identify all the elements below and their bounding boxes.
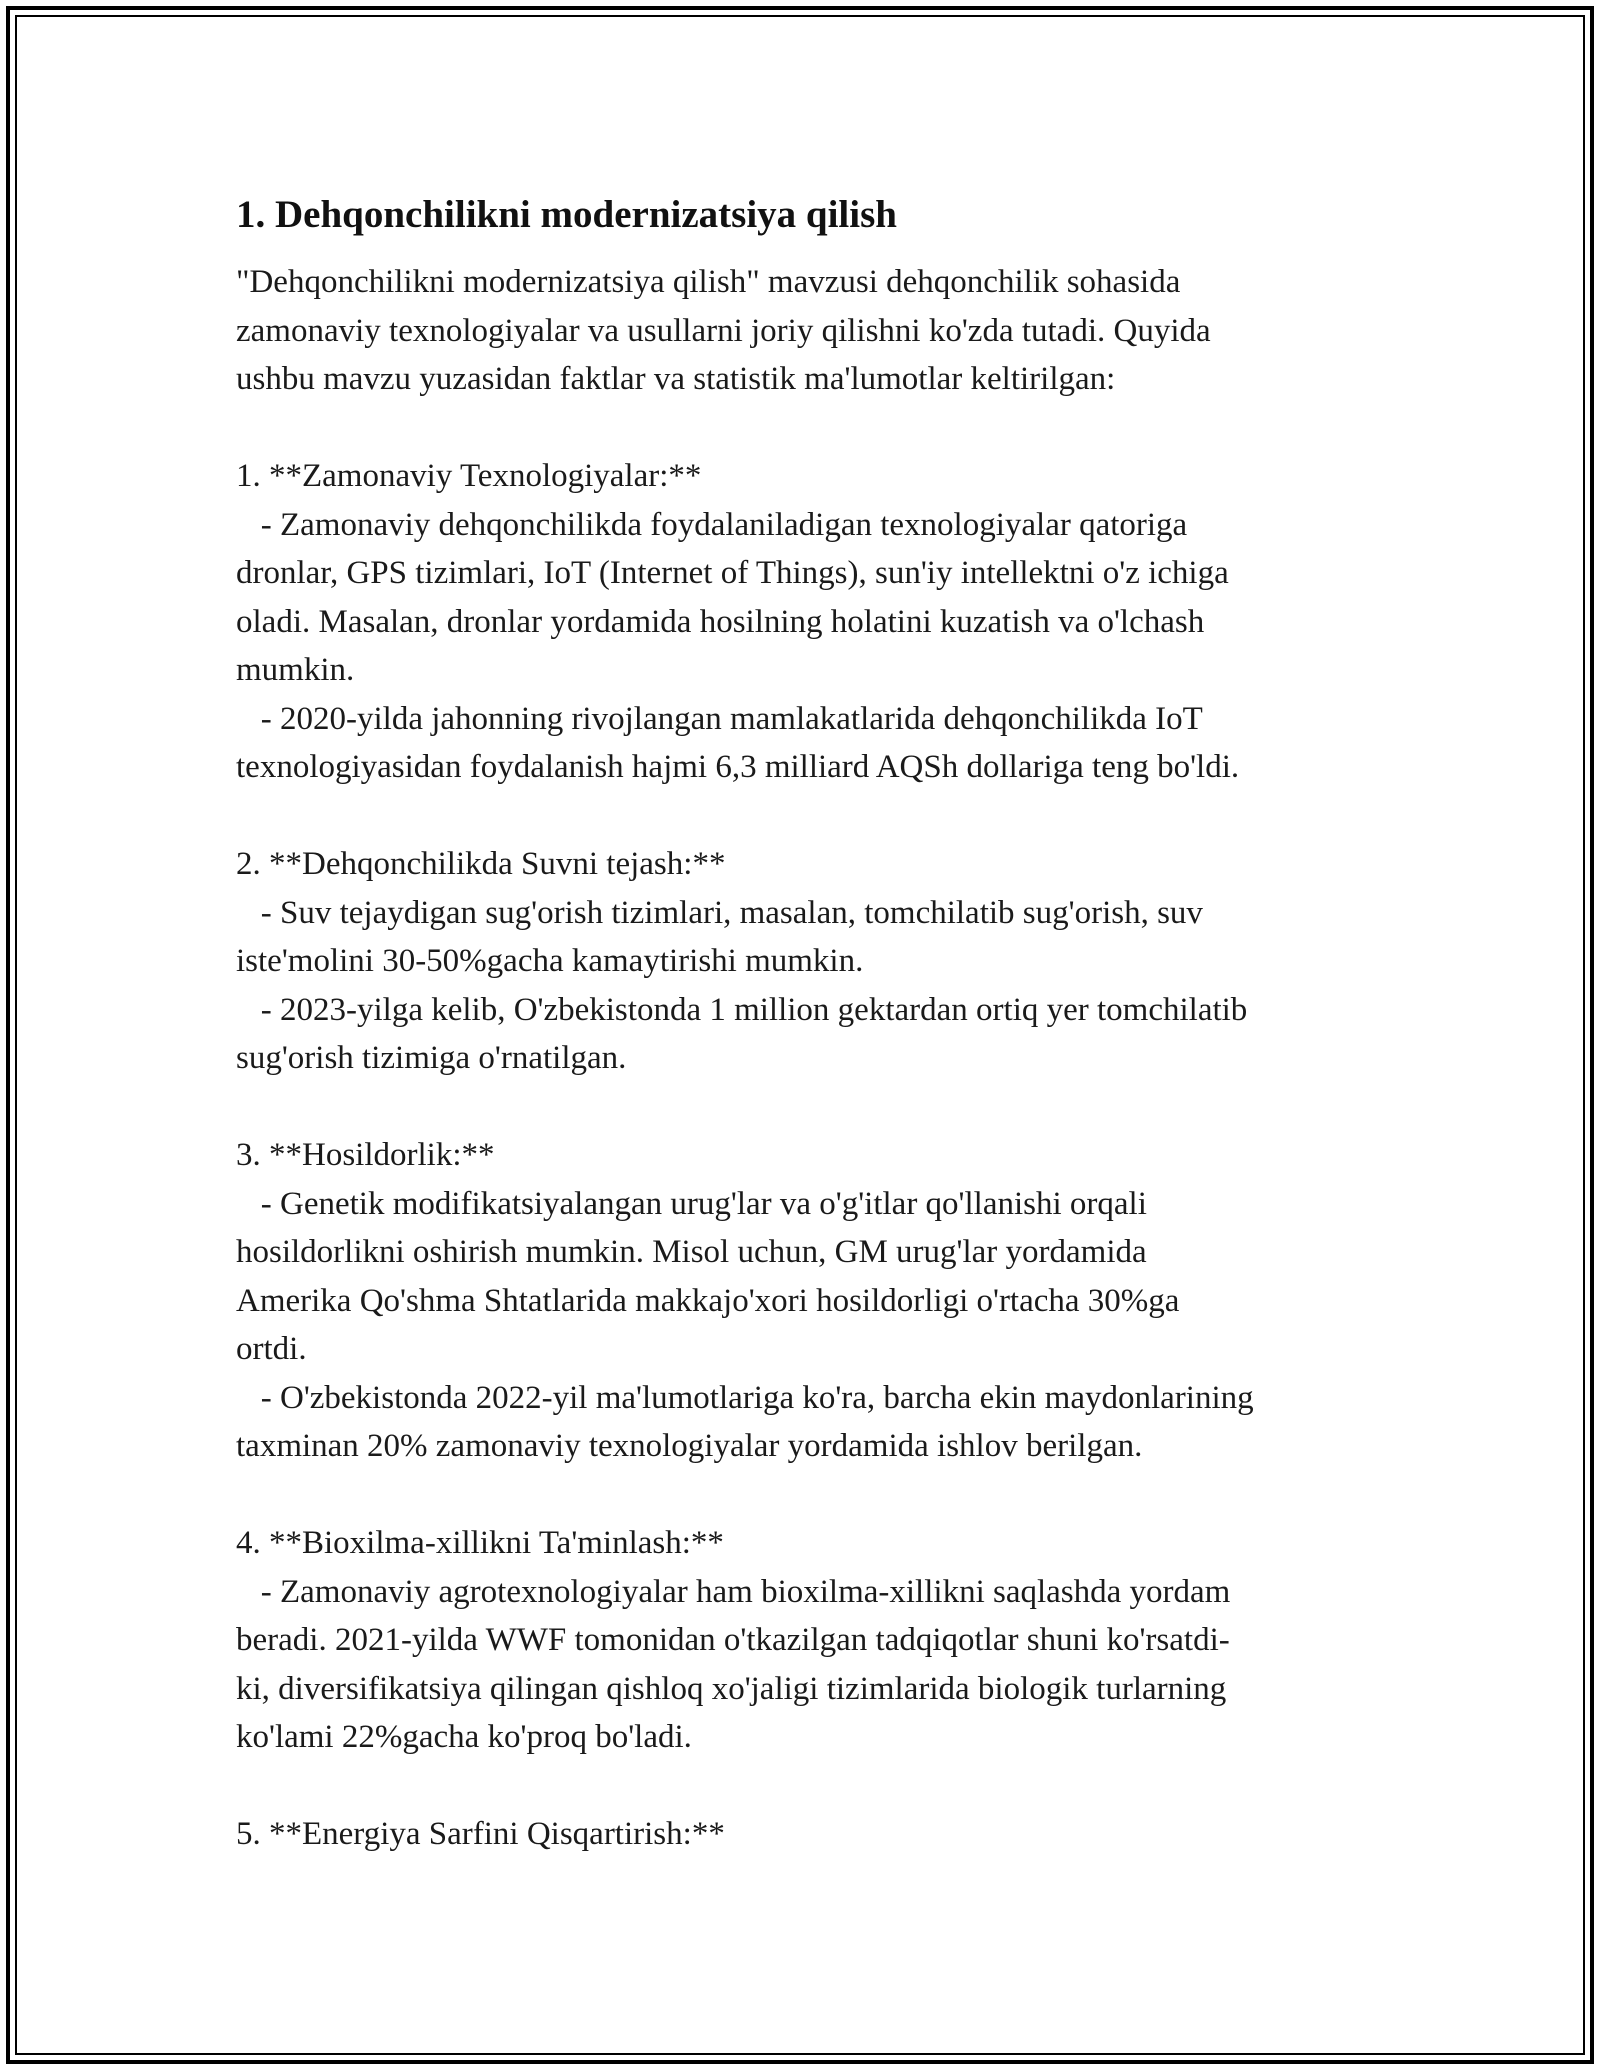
section-heading: 1. **Zamonaviy Texnologiyalar:** [236, 458, 702, 494]
section-heading: 5. **Energiya Sarfini Qisqartirish:** [236, 1816, 725, 1852]
list-item: - Genetik modifikatsiyalangan urug'lar va o'g'itlar qo'llanishi orqali hosildorlikni oshirish mumkin. Misol uchun, GM urug'lar yordamida Amerika Qo'shma Shtatlarida makkajo'xori hosildorligi o'rtacha 30%ga ortdi. [236, 1185, 1180, 1367]
list-item: - Suv tejaydigan sug'orish tizimlari, masalan, tomchilatib sug'orish, suv iste'molini 30-50%gacha kamaytirishi mumkin. [236, 894, 1203, 979]
spacer [236, 1762, 1396, 1811]
list-item: - Zamonaviy dehqonchilikda foydalaniladigan texnologiyalar qatoriga dronlar, GPS tizimlari, IoT (Internet of Things), sun'iy intellektni o'z ichiga oladi. Masalan, dronlar yordamida hosilning holatini kuzatish va o'lchash mumkin. [236, 506, 1229, 688]
spacer [236, 1083, 1396, 1132]
document-body [236, 180, 1396, 1859]
list-item: - 2023-yilga kelib, O'zbekistonda 1 million gektardan ortiq yer tomchilatib sug'orish tizimiga o'rnatilgan. [236, 991, 1248, 1076]
spacer [236, 404, 1396, 453]
list-item: - Zamonaviy agrotexnologiyalar ham bioxilma-xillikni saqlashda yordam beradi. 2021-yilda WWF tomonidan o'tkazilgan tadqiqotlar shuni ko'rsatdi- ki, diversifikatsiya qilingan qishloq xo'jaligi tizimlarida biologik turlarning ko'lami 22%gacha ko'proq bo'ladi. [236, 1573, 1231, 1755]
spacer [236, 1471, 1396, 1520]
list-item: - 2020-yilda jahonning rivojlangan mamlakatlarida dehqonchilikda IoT texnologiyasidan foydalanish hajmi 6,3 milliard AQSh dollariga teng bo'ldi. [236, 700, 1240, 785]
section-heading: 2. **Dehqonchilikda Suvni tejash:** [236, 846, 726, 882]
list-item: - O'zbekistonda 2022-yil ma'lumotlariga ko'ra, barcha ekin maydonlarining taxminan 20% zamonaviy texnologiyalar yordamida ishlov berilgan. [236, 1379, 1254, 1464]
section-heading: 3. **Hosildorlik:** [236, 1137, 495, 1173]
intro-paragraph: "Dehqonchilikni modernizatsiya qilish" mavzusi dehqonchilik sohasida zamonaviy texnologiyalar va usullarni joriy qilishni ko'zda tutadi. Quyida ushbu mavzu yuzasidan faktlar va statistik ma'lumotlar keltirilgan: [236, 264, 1211, 397]
spacer [236, 792, 1396, 841]
section-heading: 4. **Bioxilma-xillikni Ta'minlash:** [236, 1525, 724, 1561]
document-title: 1. Dehqonchilikni modernizatsiya qilish [236, 193, 897, 236]
